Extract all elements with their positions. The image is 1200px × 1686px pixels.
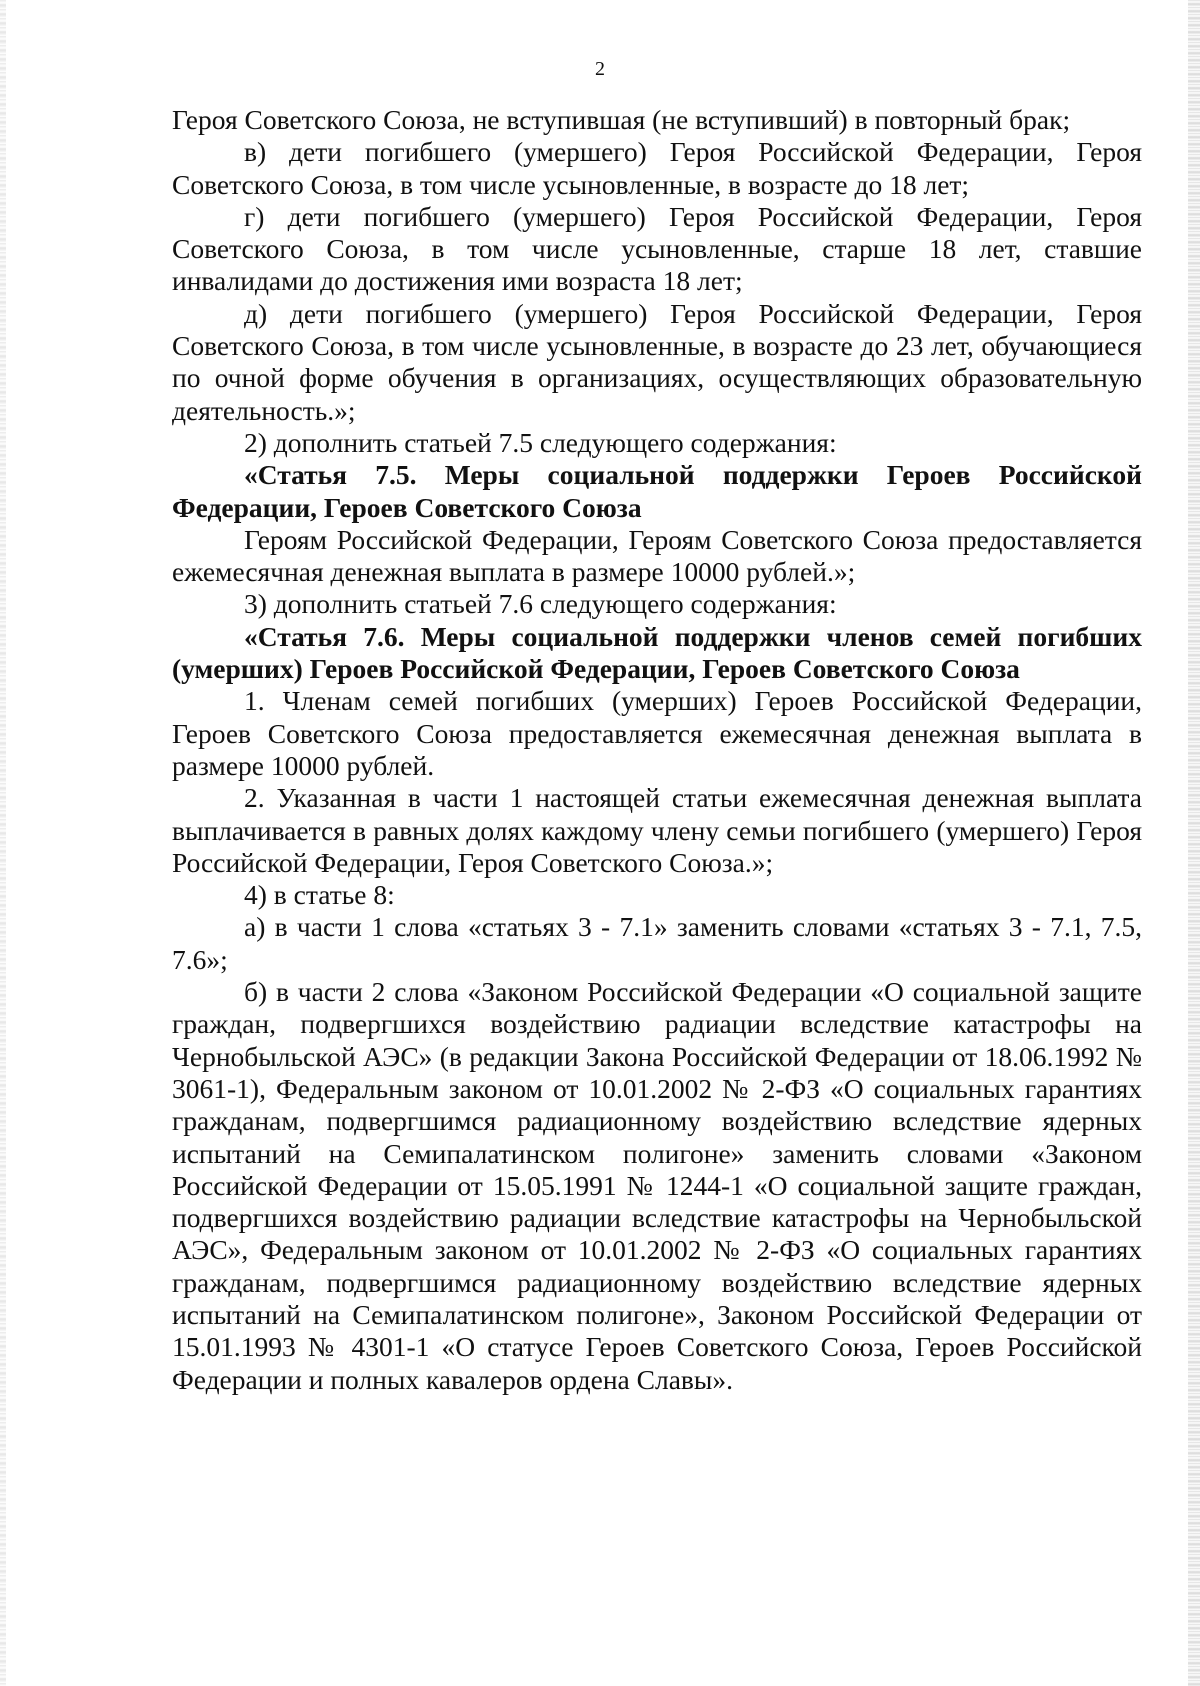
paragraph: Героям Российской Федерации, Героям Советского Союза предоставляется ежемесячная денежная выплата в размере 10000 рублей.»; — [172, 523, 1142, 588]
scan-edge-right — [1188, 0, 1200, 1686]
paragraph: 2) дополнить статьей 7.5 следующего содержания: — [244, 426, 837, 458]
page-number: 2 — [595, 58, 605, 80]
article-heading: «Статья 7.6. Меры социальной поддержки членов семей погибших (умерших) Героев Российской Федерации, Героев Советского Союза — [172, 620, 1142, 685]
paragraph: Героя Советского Союза, не вступившая (не вступивший) в повторный брак; — [172, 104, 1071, 135]
paragraph: 4) в статье 8: — [244, 879, 395, 911]
scan-edge-left — [0, 0, 6, 1686]
paragraph: а) в части 1 слова «статьях 3 - 7.1» заменить словами «статьях 3 - 7.1, 7.5, 7.6»; — [172, 911, 1142, 975]
document-body — [172, 104, 1142, 1396]
paragraph: г) дети погибшего (умершего) Героя Российской Федерации, Героя Советского Союза, в том числе усыновленные, старше 18 лет, ставшие инвалидами до достижения ими возраста 18 лет; — [172, 200, 1142, 297]
paragraph: д) дети погибшего (умершего) Героя Российской Федерации, Героя Советского Союза, в том числе усыновленные, в возрасте до 23 лет, обучающиеся по очной форме обучения в организациях, осуществляющих образовательную деятельность.»; — [172, 297, 1142, 426]
paragraph: 1. Членам семей погибших (умерших) Героев Российской Федерации, Героев Советского Союза предоставляется ежемесячная денежная выплата в размере 10000 рублей. — [172, 685, 1142, 781]
article-heading: «Статья 7.5. Меры социальной поддержки Героев Российской Федерации, Героев Советского Союза — [172, 459, 1142, 523]
paragraph: б) в части 2 слова «Законом Российской Федерации «О социальной защите граждан, подвергшихся воздействию радиации вследствие катастрофы на Чернобыльской АЭС» (в редакции Закона Российской Федерации от 18.06.1992 № 3061-1), Федеральным законом от 10.01.2002 № 2-ФЗ «О социальных гарантиях гражданам, подвергшимся радиационному воздействию вследствие ядерных испытаний на Семипалатинском полигоне» заменить словами «Законом Российской Федерации от 15.05.1991 № 1244-1 «О социальной защите граждан, подвергшихся воздействию радиации вследствие катастрофы на Чернобыльской АЭС», Федеральным законом от 10.01.2002 № 2-ФЗ «О социальных гарантиях гражданам, подвергшимся радиационному воздействию вследствие ядерных испытаний на Семипалатинском полигоне», Законом Российской Федерации от 15.01.1993 № 4301-1 «О статусе Героев Советского Союза, Героев Российской Федерации и полных кавалеров ордена Славы». — [172, 976, 1142, 1395]
paragraph: 3) дополнить статьей 7.6 следующего содержания: — [244, 588, 837, 620]
paragraph: 2. Указанная в части 1 настоящей статьи ежемесячная денежная выплата выплачивается в равных долях каждому члену семьи погибшего (умершего) Героя Российской Федерации, Героя Советского Союза.»; — [172, 782, 1142, 878]
paragraph: в) дети погибшего (умершего) Героя Российской Федерации, Героя Советского Союза, в том числе усыновленные, в возрасте до 18 лет; — [172, 136, 1142, 200]
